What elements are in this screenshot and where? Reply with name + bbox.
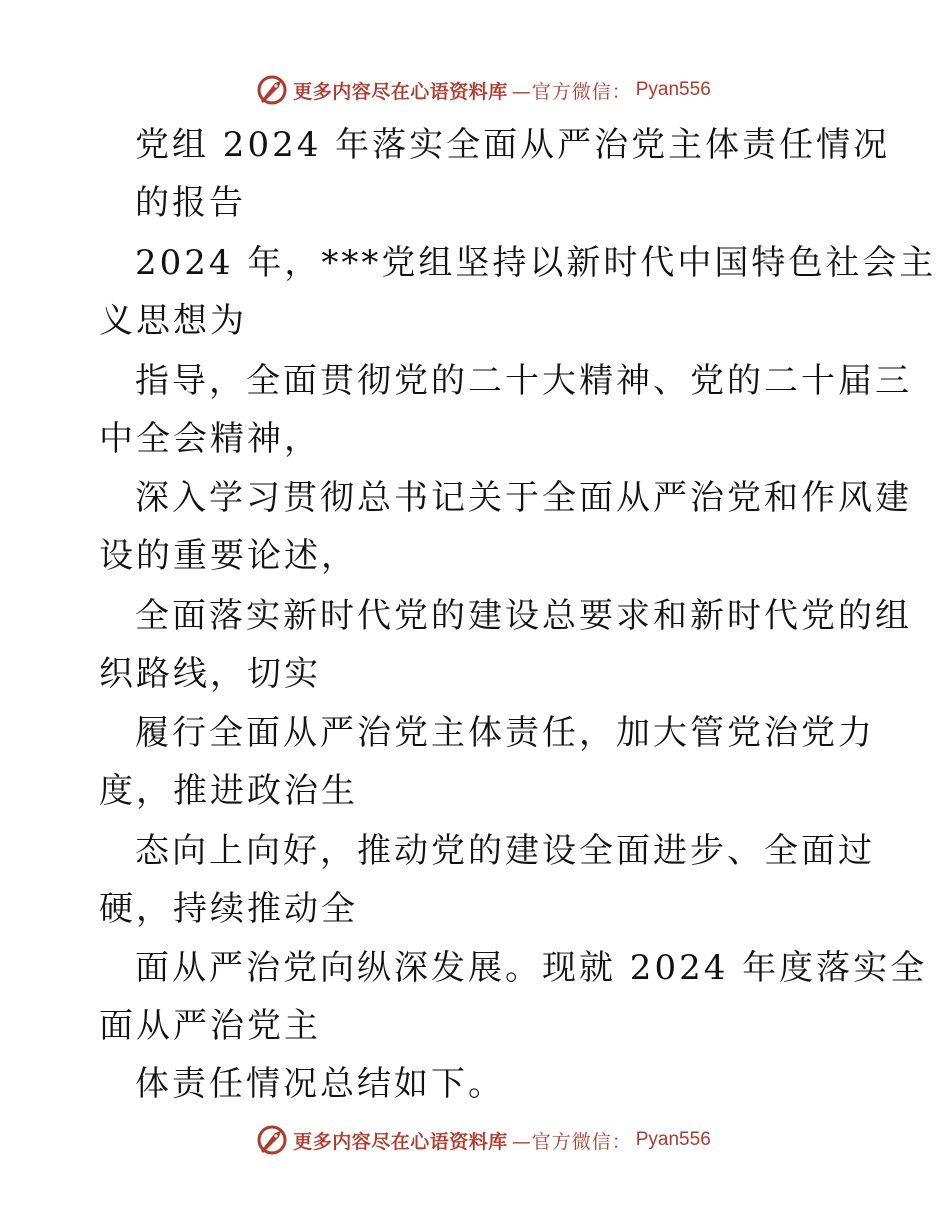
- paragraph-line: 中全会精神，: [99, 419, 321, 459]
- watermark-official-label: —官方微信：: [511, 1130, 632, 1153]
- paragraph-line: 织路线，切实: [99, 654, 321, 694]
- watermark-content: [255, 73, 711, 107]
- pen-nib-circle-icon: [255, 1123, 289, 1157]
- paragraph-line: 全面落实新时代党的建设总要求和新时代党的组: [135, 596, 912, 636]
- paragraph-line: 面从严治党向纵深发展。现就 2024 年度落实全: [135, 948, 928, 988]
- paragraph-line: 硬，持续推动全: [99, 889, 358, 929]
- watermark-text: 更多内容尽在心语资料库: [293, 80, 508, 103]
- paragraph-line: 度，推进政治生: [99, 771, 358, 811]
- paragraph-line: 深入学习贯彻总书记关于全面从严治党和作风建: [135, 478, 912, 518]
- watermark-account: Pyan556: [635, 1129, 711, 1150]
- paragraph-line: 指导，全面贯彻党的二十大精神、党的二十届三: [135, 361, 912, 401]
- paragraph-line: 2024 年，***党组坚持以新时代中国特色社会主: [135, 243, 937, 283]
- document-title-line-1: 党组 2024 年落实全面从严治党主体责任情况: [135, 125, 891, 165]
- paragraph-line: 履行全面从严治党主体责任，加大管党治党力: [135, 713, 875, 753]
- document-title-line-2: 的报告: [135, 183, 246, 223]
- paragraph-line: 义思想为: [99, 301, 247, 341]
- paragraph-line: 设的重要论述，: [99, 536, 358, 576]
- watermark-text: 更多内容尽在心语资料库: [293, 1130, 508, 1153]
- watermark-account: Pyan556: [635, 79, 711, 100]
- paragraph-line: 态向上向好，推动党的建设全面进步、全面过: [135, 831, 875, 871]
- pen-nib-circle-icon: [255, 73, 289, 107]
- watermark-banner-bottom: [0, 1120, 950, 1160]
- watermark-banner-top: [0, 70, 950, 110]
- watermark-official-label: —官方微信：: [511, 80, 632, 103]
- paragraph-line: 体责任情况总结如下。: [135, 1064, 505, 1104]
- paragraph-line: 面从严治党主: [99, 1006, 321, 1046]
- watermark-content: [255, 1123, 711, 1157]
